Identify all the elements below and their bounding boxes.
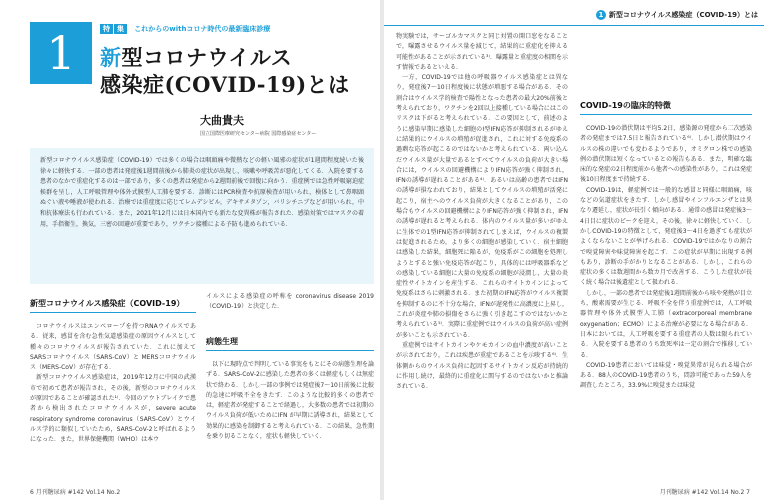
title-line1: 型コロナウイルス [121, 45, 293, 70]
feature-title: これからのwithコロナ時代の最新臨床診療 [134, 25, 271, 33]
paragraph: COVID-19患者においては味覚・嗅覚異常が見られる場合がある．88人のCOVID-19患者のうち，問診可能であった59人を調査したところ，33.9%に嗅覚または味覚 [580, 361, 752, 390]
left-folio: 6 月刊糖尿病 #142 Vol.14 No.2 [30, 489, 121, 496]
right-page [384, 0, 764, 500]
paragraph: COVID-19は，軽症例では一般的な感冒と同様に咽頭痛，咳などの気道症状をきたす．しかし感冒やインフルエンザとは異なり遷延し，症状が長引く傾向がある．通常の感冒は発症後3〜4日目に症状のピークを迎え，その後，徐々に軽快していく．しかしCOVID-19の特徴として，発症後3〜4日を過ぎても症状がよくならないことが挙げられる．COVID-19ではかなりの割合で嗅覚障害や味覚障害を起こす．この症状が早期に出現する例もあり，診断の手がかりとなることがある．しかし，これらの症状の多くは数週間から数カ月で改善する．こうした症状が長く続く場合は後遺症として扱われる． [580, 186, 752, 287]
running-head-title: 新型コロナウイルス感染症（COVID-19）とは [608, 11, 758, 19]
paragraph: COVID-19の潜伏期は平均5.2日，感染源の発症から二次感染者の発症までは7.5日と報告されている⁶⁾．しかし潜伏期はウイルスの株の違いでも変わるようであり，オミクロン株での感染例の潜伏期は短くなっているとの報告もある．また，明確な臨床的な発症の2日程度前から他者への感染性があり，これは発症後10日程度まで持続する． [580, 125, 752, 184]
feature-tag-2: 集 [114, 24, 127, 34]
running-head [596, 10, 758, 20]
paragraph: 以下に現時点で判明している事実をもとにその病態生理を論ずる．SARS-CoV-2に感染した患者の多くは軽症もしくは無症状で終わる．しかし一部の事例では発症後7〜10日前後に比較的急速に呼吸不全をきたす．このような比較的多くの患者では，軽症者が発症することで経過し，大多数の患者では初期のウイルス負荷が低いためにIFN が早期に誘導され，結果として効果的に感染を制御すると考えられている．この結果，急性期を乗り切ることなく，症状も軽快していく． [206, 361, 374, 441]
right-column-1 [396, 32, 568, 484]
feature-tag-row [100, 24, 270, 34]
chapter-number: 1 [46, 26, 76, 80]
chapter-number-box [30, 22, 92, 84]
section-heading-pathophysiology: 病態生理 [206, 336, 374, 351]
paragraph: 新型コロナウイルス感染症は，2019年12月に中国の武漢市で初めて患者が報告され，その後，新型のコロナウイルスが原因であることが確認された¹⁾．今回のアウトブレイクで患者から検出されたコロナウイルスが，severe acute respiratory syndrome coronavirus（SARS-CoV）とウイルス学的に類似していたため，SARS-CoV-2と呼ばれるようになった．また，世界保健機関（WHO）は本ウ [30, 374, 196, 444]
title-accent-char: 新 [100, 45, 122, 70]
left-page [0, 0, 380, 500]
right-folio: 月刊糖尿病 #142 Vol.14 No.2 7 [659, 489, 750, 496]
article-title [100, 44, 350, 98]
left-column-2-top [206, 292, 374, 322]
running-head-number: 1 [596, 10, 606, 20]
section-heading-covid19: 新型コロナウイルス感染症（COVID-19） [30, 298, 196, 313]
section-heading-clinical: COVID-19の臨床的特徴 [580, 100, 752, 115]
paragraph: 一方，COVID-19では他の呼吸器ウイルス感染症とは異なり，発症後7〜10日程度後に状態が増悪する場合がある．その割合はウイルス学的検査で陽性となった患者の最大20%前後と考えられており，ワクチンを2回以上接種している場合にはこのリスクは下がると考えられている．この要因として，前述のように感染早期に感染した細胞のⅠ型IFN応答が抑制されるがゆえに結果的にウイルスの増殖が促進され，これに対する免疫系の過剰な応答が起こるのではないかと考えられている．両い込んだウイルス量が大量であるとすべてウイルスの負荷が大きい場合には，ウイルスの回避機構によりIFN応答が強く抑制され，IFNの誘導が遅れることがある⁴⁾．あるいは高齢の患者ではIFNの誘導が損なわれており，結果としてウイルスの増殖が活発に起こり，宿主へのウイルス負荷が大きくなることがあり，この場合もウイルスの回避機構によりIFN応答が強く抑制され，IFNの誘導が遅れると考えられる．体内のウイルス量が多いがゆえに生体での1型IFN応答が抑制されてしまえば，ウイルスの複製は促進されるため，より多くの細胞が感染していく．宿主細胞は感染した結果，細胞死に陥るが，免疫系がこの細胞を処理しようとすると強い免疫応答が起こり，具体的には呼吸器系などの感染している細胞に大量の免疫系の細胞が浸潤し，大量の炎症性サイトカインを産生する．これらのサイトカインによって免疫系はさらに刺激される．また初期のIFN応答がウイルス複製を抑制するのに不十分な場合，IFNが遅発性に高濃度に上昇し，これが炎症や肺の損傷をさらに強く引き起こすのではないかと考えられている⁵⁾．実際に重症例ではウイルスの負荷が高い症例が多いことも示されている． [396, 74, 568, 339]
paragraph: しかし，一部の患者では発症後1週間前後から咳や発熱が目立ち，酸素需要が生じる．呼吸不全を伴う重症例では，人工呼吸器管理や体外式膜型人工肺（extracorporeal membrane oxygenation；ECMO）による治療が必要になる場合がある．日本においては，人工呼吸を要する重症者の人数は限られている．入院を要する患者のうち致死率は一定の割合で推移している． [580, 289, 752, 359]
author-name: 大曲貴夫 [200, 114, 244, 127]
paragraph: 重症例ではサイトカインやケモカインの血中濃度が高いことが示されており，これは疾患が重症であることを示唆する⁶⁾．生体側からのウイルス負荷に起因するサイトカイン反応が持続的に作用し続け，最終的に重症化に関与するのではないかと推論されている． [396, 341, 568, 391]
feature-tag-1: 特 [100, 24, 113, 34]
paragraph: コロナウイルスはエンベロープを持つRNAウイルスである．従来，感冒を含む急性気道感染症の原因ウイルスとして種々のコロナウイルスが報告されていた．これに加えて SARSコロナウイルス（SARS-CoV）と MERSコロナウイルス（MERS-CoV）が存在する． [30, 323, 196, 372]
left-column-1 [30, 322, 196, 482]
right-column-2 [580, 124, 752, 484]
paragraph: 物実験では，サーゴルカマスクと同じ対置の開口窓をなることで，曝露させるウイルス量を減じて，結果的に重症化を抑える可能性があることが示されている³⁾．曝露量と重症度の相関を示す情報であるといえる． [396, 33, 568, 71]
running-head-rule [384, 25, 764, 26]
title-line2: 感染症(COVID-19)とは [100, 72, 350, 97]
abstract-box: 新型コロナウイルス感染症（COVID-19）では多くの場合は咽頭痛や微熱などの軽い風邪の症状が1週間程度続いた後徐々に軽快する．一部の患者は発症後1週間前後から肺炎の症状が出現し，咳嗽や呼吸苦が悪化してくる．入院を要する患者のなかで重症化するのは一部であり，多くの患者は発症から2週間前後で回復に向かう．重症例では急性呼吸窮迫症候群を呈し，人工呼吸管理や体外式膜型人工肺を要する．診断にはPCR検査や抗原検査が用いられ，検体として鼻咽頭ぬぐい液や唾液が使われる．治療では重症度に応じてレムデシビル，デキサメタゾン，バリシチニブなどが用いられ，中和抗体療法も行われている．また，2021年12月には日本国内でも新たな変異株が報告された．感染対策ではマスクの着用，手指衛生，換気，三密の回避が重要であり，ワクチン接種による予防も進められている． [30, 148, 374, 284]
author-block [200, 112, 316, 137]
paragraph: イルスによる感染症の呼称を coronavirus disease 2019（COVID-19）と決定した． [206, 293, 374, 311]
left-column-2 [206, 360, 374, 482]
author-affiliation: 国立国際医療研究センター病院 国際感染症センター [200, 131, 317, 137]
